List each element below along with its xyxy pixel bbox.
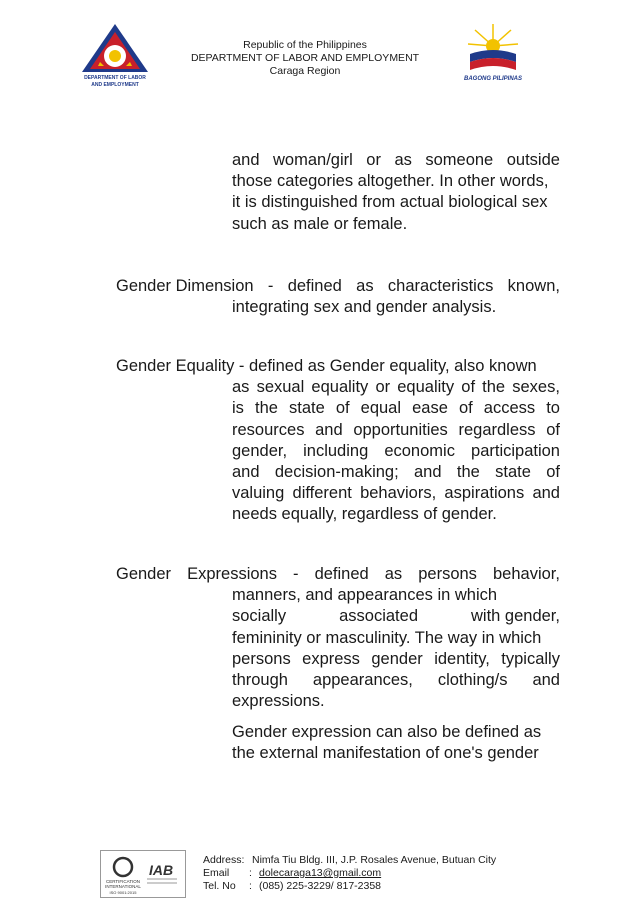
text-line: as sexual equality or equality of the sexes,	[232, 378, 560, 397]
address-value: Nimfa Tiu Bldg. III, J.P. Rosales Avenue, Butuan City	[252, 854, 497, 866]
text-line: gender, including economic participation	[232, 441, 560, 460]
gender-equality-term: Gender Equality - defined as Gender equality, also known	[116, 357, 537, 375]
intro-paragraph	[116, 150, 560, 235]
header-line-2: DEPARTMENT OF LABOR AND EMPLOYMENT	[190, 52, 420, 64]
bagong-pilipinas-logo-icon	[460, 22, 526, 84]
text-line: femininity or masculinity. The way in which	[232, 628, 542, 647]
text-line: through appearances, clothing/s and	[232, 671, 560, 690]
text-line: the external manifestation of one's gender	[232, 744, 539, 763]
svg-text:IAB: IAB	[148, 862, 174, 878]
svg-text:CERTIFICATION: CERTIFICATION	[105, 879, 141, 884]
gender-dimension-definition	[116, 276, 560, 318]
svg-text:ISO 9001:2015: ISO 9001:2015	[109, 890, 137, 895]
tel-value: (085) 225-3229/ 817-2358	[259, 880, 382, 892]
gender-equality-definition	[116, 356, 560, 526]
text-line: resources and opportunities regardless of	[232, 420, 560, 439]
text-line: and woman/girl or as someone outside	[232, 151, 560, 169]
iso-certification-logo-icon	[100, 850, 186, 898]
address-label: Address:	[203, 854, 245, 866]
gender-expressions-definition	[116, 564, 560, 712]
svg-text:INTERNATIONAL: INTERNATIONAL	[105, 884, 141, 889]
gender-expression-paragraph	[116, 722, 560, 764]
text-line: those categories altogether. In other words,	[232, 172, 549, 191]
text-line: expressions.	[232, 692, 325, 711]
svg-text:BAGONG PILIPINAS: BAGONG PILIPINAS	[463, 76, 523, 82]
text-line: is the state of equal ease of access to	[232, 399, 560, 418]
header-line-3: Caraga Region	[269, 65, 341, 77]
text-line: socially associated with gender,	[232, 607, 560, 626]
dole-logo-icon	[80, 22, 150, 90]
text-line: it is distinguished from actual biological sex	[232, 193, 548, 212]
text-line: valuing different behaviors, aspirations and	[232, 484, 560, 503]
svg-text:AND EMPLOYMENT: AND EMPLOYMENT	[91, 82, 139, 88]
contact-info: Address: Nimfa Tiu Bldg. III, J.P. Rosales Avenue, Butuan City Email : dolecaraga13@gmail.com Tel. No : (085) 225-3229/ 817-2358	[203, 854, 497, 892]
letterhead	[0, 0, 638, 100]
text-line: manners, and appearances in which	[232, 586, 498, 605]
email-link[interactable]: dolecaraga13@gmail.com	[259, 867, 382, 879]
letterhead-text	[160, 39, 450, 78]
text-line: integrating sex and gender analysis.	[232, 298, 497, 317]
gender-dimension-term: Gender Dimension - defined as characteristics known,	[116, 277, 560, 295]
gender-expressions-term: Gender Expressions - defined as persons behavior,	[116, 565, 560, 583]
tel-label: Tel. No	[203, 880, 236, 892]
text-line: such as male or female.	[232, 214, 408, 233]
header-line-1: Republic of the Philippines	[243, 39, 367, 51]
text-line: needs equally, regardless of gender.	[232, 505, 497, 524]
email-label: Email	[203, 867, 230, 879]
text-line: Gender expression can also be defined as	[232, 723, 542, 741]
text-line: persons express gender identity, typically	[232, 649, 560, 668]
svg-text:DEPARTMENT OF LABOR: DEPARTMENT OF LABOR	[84, 75, 146, 81]
text-line: and decision-making; and the state of	[232, 463, 560, 482]
